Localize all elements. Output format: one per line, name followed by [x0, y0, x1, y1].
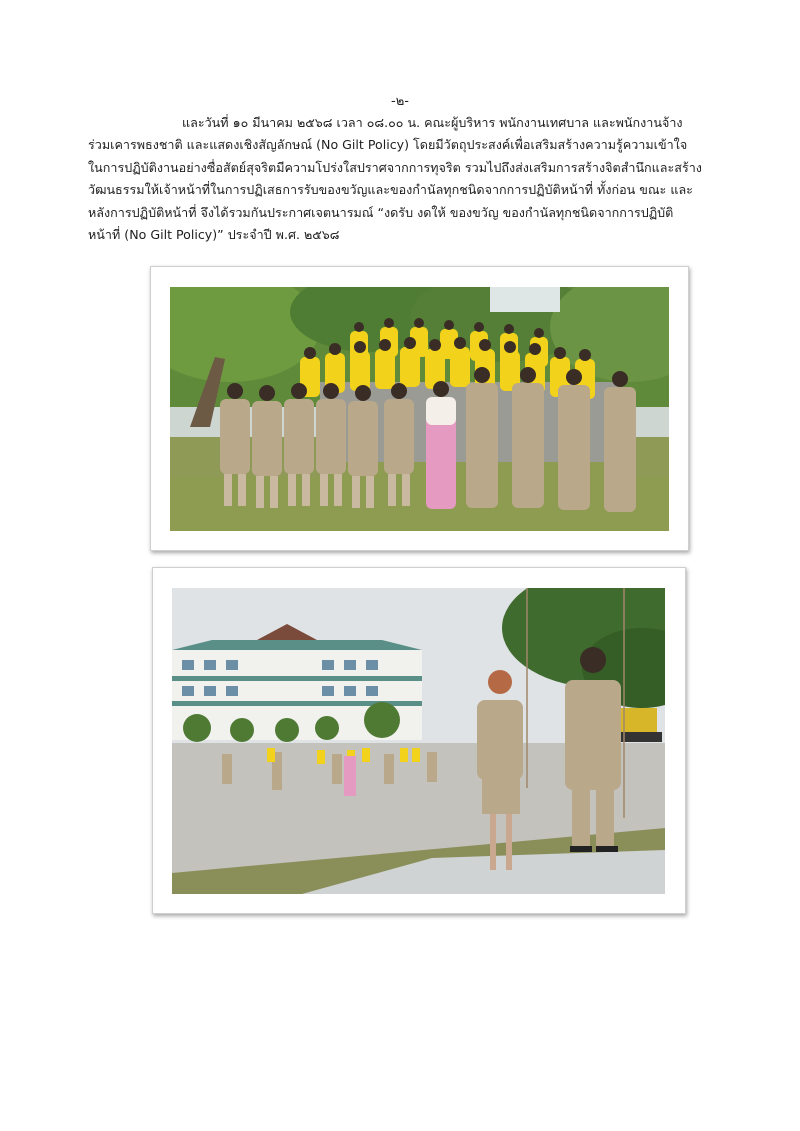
- paragraph-line: วัฒนธรรมให้เจ้าหน้าที่ในการปฏิเสธการรับของขวัญและของกำนัลทุกชนิดจากการปฏิบัติหน้าที่ ทั้งก่อน ขณะ และ: [88, 182, 693, 198]
- body-paragraph: [88, 112, 724, 246]
- paragraph-line: ร่วมเคารพธงชาติ และแสดงเชิงสัญลักษณ์ (No Gilt Policy) โดยมีวัตถุประสงค์เพื่อเสริมสร้างความรู้ความเข้าใจ: [88, 137, 688, 153]
- paragraph-line: และวันที่ ๑๐ มีนาคม ๒๕๖๘ เวลา ๐๘.๐๐ น. คณะผู้บริหาร พนักงานเทศบาล และพนักงานจ้าง: [182, 115, 683, 130]
- group-photo: [170, 287, 669, 531]
- flag-ceremony-photo: [172, 588, 665, 894]
- flag-ceremony-photo-frame: [152, 567, 686, 914]
- page-number: -๒-: [391, 94, 409, 109]
- group-photo-frame: [150, 266, 689, 551]
- paragraph-line: ในการปฏิบัติงานอย่างซื่อสัตย์สุจริตมีความโปร่งใสปราศจากการทุจริต รวมไปถึงส่งเสริมการสร้างจิตสำนึกและสร้าง: [88, 159, 702, 175]
- paragraph-line: หน้าที่ (No Gilt Policy)” ประจำปี พ.ศ. ๒๕๖๘: [88, 227, 340, 243]
- paragraph-line: หลังการปฏิบัติหน้าที่ จึงได้รวมกันประกาศเจตนารมณ์ “งดรับ งดให้ ของขวัญ ของกำนัลทุกชนิดจากการปฏิบัติ: [88, 204, 674, 220]
